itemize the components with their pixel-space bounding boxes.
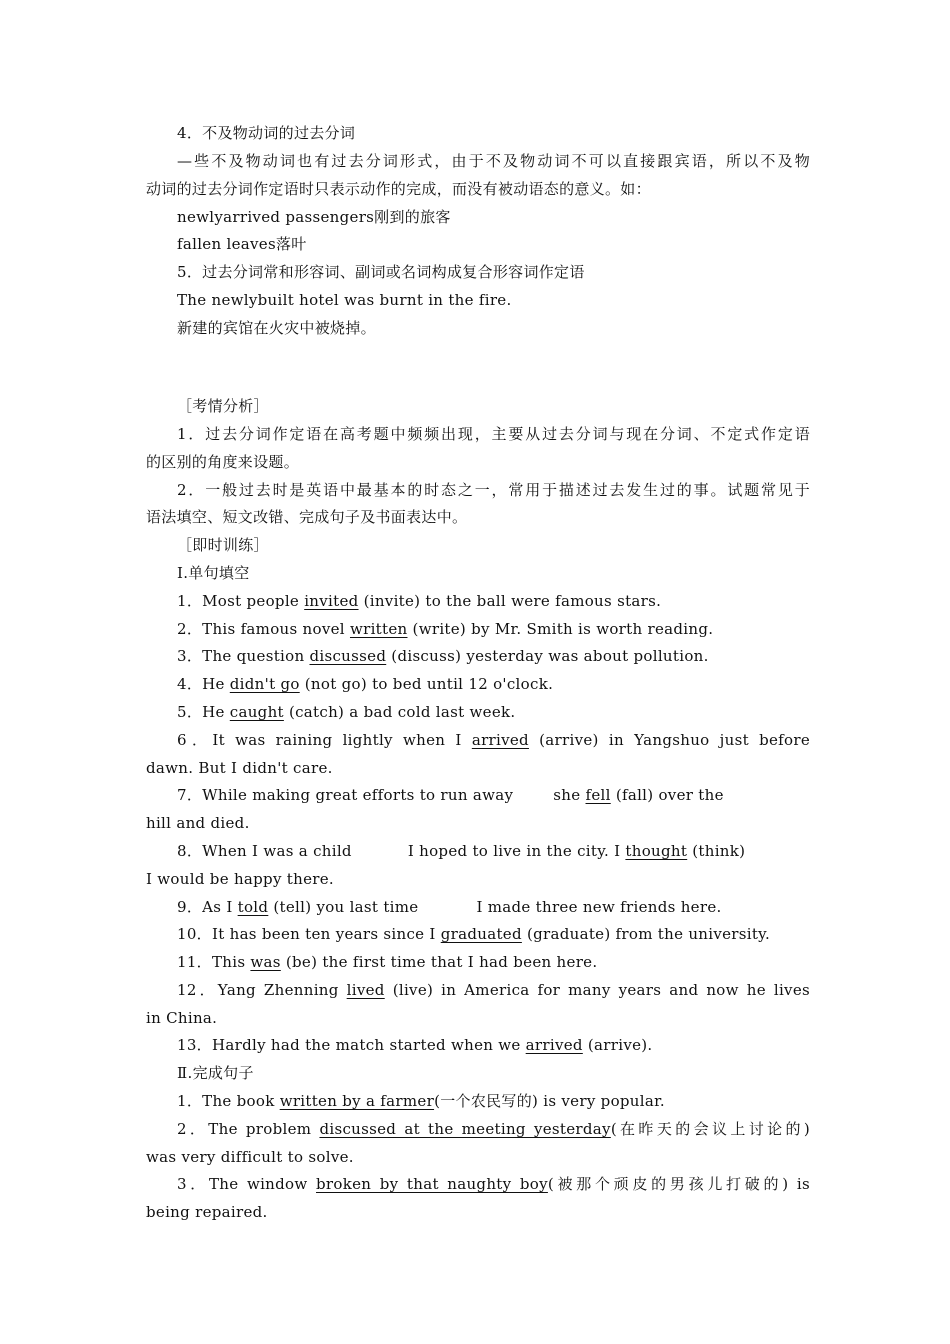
- question-7: 7．While making great efforts to run away she fell (fall) over the: [177, 786, 724, 804]
- question-6: 6．It was raining lightly when I arrived (arrive) in Yangshuo just before: [177, 731, 810, 749]
- sentence-answer-1: written by a farmer: [279, 1092, 435, 1110]
- analysis-point-1-line-1: 1．过去分词作定语在高考题中频频出现，主要从过去分词与现在分词、不定式作定语: [177, 425, 810, 443]
- question-11: 11．This was (be) the first time that I had been here.: [177, 953, 598, 971]
- part-1-title: Ⅰ.单句填空: [177, 564, 250, 582]
- analysis-point-2-line-1: 2．一般过去时是英语中最基本的时态之一，常用于描述过去发生过的事。试题常见于: [177, 481, 810, 499]
- answer-10: graduated: [440, 925, 522, 943]
- section-4-example-2: fallen leaves落叶: [177, 235, 307, 253]
- section-5-example-translation: 新建的宾馆在火灾中被烧掉。: [177, 319, 376, 337]
- answer-6: arrived: [471, 731, 529, 749]
- analysis-point-2-line-2: 语法填空、短文改错、完成句子及书面表达中。: [146, 508, 468, 526]
- sentence-3: 3．The window broken by that naughty boy(被那个顽皮的男孩儿打破的) is: [177, 1175, 810, 1193]
- section-4-example-1: newlyarrived passengers刚到的旅客: [177, 208, 451, 226]
- sentence-2: 2．The problem discussed at the meeting yesterday(在昨天的会议上讨论的): [177, 1120, 810, 1138]
- question-5: 5．He caught (catch) a bad cold last week.: [177, 703, 516, 721]
- question-9: 9．As I told (tell) you last time I made three new friends here.: [177, 898, 722, 916]
- question-3: 3．The question discussed (discuss) yesterday was about pollution.: [177, 647, 709, 665]
- answer-8: thought: [625, 842, 688, 860]
- section-4-title: 4．不及物动词的过去分词: [177, 124, 356, 142]
- answer-12: lived: [346, 981, 385, 999]
- answer-9: told: [237, 898, 269, 916]
- section-5-title: 5．过去分词常和形容词、副词或名词构成复合形容词作定语: [177, 263, 585, 281]
- sentence-answer-3: broken by that naughty boy: [316, 1175, 548, 1193]
- question-13: 13．Hardly had the match started when we arrived (arrive).: [177, 1036, 653, 1054]
- question-6-continued: dawn. But I didn't care.: [146, 759, 333, 777]
- answer-2: written: [349, 620, 408, 638]
- question-12: 12．Yang Zhenning lived (live) in America for many years and now he lives: [177, 981, 810, 999]
- sentence-2-continued: was very difficult to solve.: [146, 1148, 354, 1166]
- part-2-title: Ⅱ.完成句子: [177, 1064, 254, 1082]
- sentence-1: 1．The book written by a farmer(一个农民写的) is very popular.: [177, 1092, 665, 1110]
- section-4-paragraph-line-1: —些不及物动词也有过去分词形式，由于不及物动词不可以直接跟宾语，所以不及物: [177, 152, 810, 170]
- answer-4: didn't go: [229, 675, 300, 693]
- question-1: 1．Most people invited (invite) to the ball were famous stars.: [177, 592, 662, 610]
- answer-11: was: [250, 953, 281, 971]
- question-8-continued: I would be happy there.: [146, 870, 334, 888]
- sentence-3-continued: being repaired.: [146, 1203, 268, 1221]
- section-5-example: The newlybuilt hotel was burnt in the fire.: [177, 291, 512, 309]
- question-8: 8．When I was a child I hoped to live in the city. I thought (think): [177, 842, 746, 860]
- section-4-paragraph-line-2: 动词的过去分词作定语时只表示动作的完成，而没有被动语态的意义。如：: [146, 180, 651, 198]
- question-2: 2．This famous novel written (write) by Mr. Smith is worth reading.: [177, 620, 714, 638]
- answer-1: invited: [304, 592, 359, 610]
- analysis-heading: ［考情分析］: [177, 397, 269, 415]
- answer-5: caught: [229, 703, 284, 721]
- answer-7: fell: [585, 786, 611, 804]
- question-10: 10．It has been ten years since I graduated (graduate) from the university.: [177, 925, 771, 943]
- answer-13: arrived: [525, 1036, 583, 1054]
- question-12-continued: in China.: [146, 1009, 218, 1027]
- analysis-point-1-line-2: 的区别的角度来设题。: [146, 453, 300, 471]
- sentence-answer-2: discussed at the meeting yesterday: [319, 1120, 611, 1138]
- answer-3: discussed: [309, 647, 387, 665]
- question-4: 4．He didn't go (not go) to bed until 12 o'clock.: [177, 675, 554, 693]
- question-7-continued: hill and died.: [146, 814, 250, 832]
- training-heading: ［即时训练］: [177, 536, 269, 554]
